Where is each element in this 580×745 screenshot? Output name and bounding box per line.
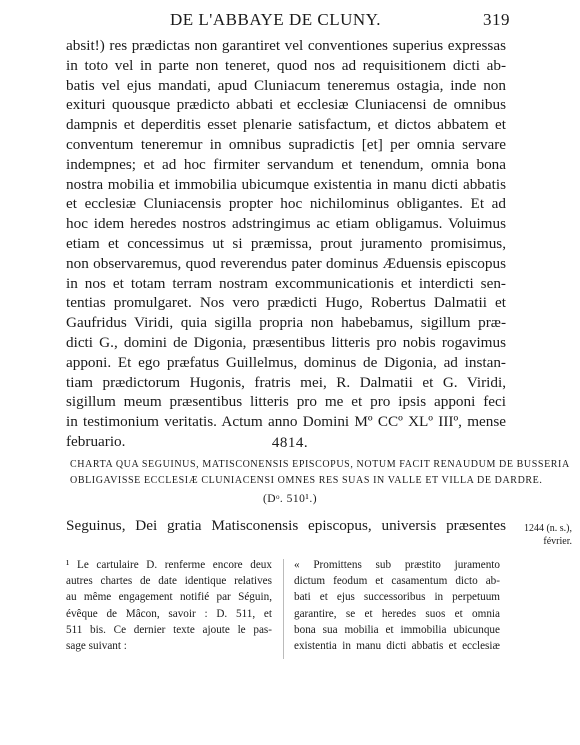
body-line: februario. [66,432,126,450]
footnote-line: dictum feodum et casamentum dicto ab- [294,575,500,588]
body-line: in testimonium veritatis. Actum anno Domini Mº CCº XLº IIIº, mense [66,413,506,431]
body-line: et ecclesiæ Cluniacensis propter hoc nichilominus obligantes. Et ad [66,195,506,213]
footnote-line: garantire, se et heredes suos et omnia [294,607,500,620]
body-line: batis vel ejus mandati, apud Cluniacum teneremus ostagia, inde non [66,76,506,94]
charter-number: 4814. [271,435,309,451]
body-line: in nos et totam terram nostram excommunicationis et interdicti sen- [66,274,506,292]
body-line: dicti G., domini de Digonia, præsentibus litteris pro nobis rogavimus [66,333,506,351]
footnote-column-right [294,557,500,654]
footnote-line: existentia in manu dicti abbatis et ecclesiæ [294,640,500,653]
body-line: conventum teneremur in omnibus supradictis [et] per omnia servare [66,135,506,153]
body-line: sigillum meum præsentibus litteris pro me et pro ipsis apponi feci [66,393,506,411]
body-line: tentias promulgaret. Nos vero prædicti Hugo, Robertus Dalmatii et [66,294,506,312]
body-line: apponi. Et ego præfatus Guillelmus, dominus de Digonia, ad instan- [66,353,506,371]
body-line: dampnis et deperditis esset plenarie satisfactum, et dictos abbatem et [66,116,506,134]
page-number: 319 [483,10,510,29]
footnotes [66,557,506,707]
rubric-line: CHARTA QUA SEGUINUS, MATISCONENSIS EPISCOPUS, NOTUM FACIT RENAUDUM DE BUSSERIA [70,459,570,470]
body-line: exituri quousque prædicto abbati et ecclesiæ Cluniacensi de omnibus [66,96,506,114]
running-head [150,10,510,34]
footnote-line: autres chartes de date identique relatives [66,575,272,588]
body-line: indempnes; et ad hoc firmiter servandum et tenendum, omnia bona [66,155,506,173]
running-title: DE L'ABBAYE DE CLUNY. [170,10,381,29]
body-line: absit!) res prædictas non garantiret vel conventiones superius expressas [66,37,506,54]
footnote-line: 511 bis. Ce dernier texte ajoute le pas- [66,623,272,636]
body-line: etiam et concessimus ut si præmissa, prout juramento promisimus, [66,234,506,252]
charter-opening-line: Seguinus, Dei gratia Matisconensis episcopus, universis præsentes [66,517,506,534]
footnote-column-left [66,557,272,654]
margin-date [500,522,572,548]
footnote-line: « Promittens sub præstito juramento [294,559,500,571]
source-reference: (Dᵒ. 510¹.) [262,493,318,505]
charter-rubric [70,457,570,489]
body-line: in toto vel in parte non teneret, quod nos ad requisitionem dicti ab- [66,56,506,74]
footnote-line: au même engagement notifié par Séguin, [66,591,272,604]
body-line: hoc idem heredes nostros adstringimus ac etiam obligamus. Voluimus [66,215,506,233]
rubric-line: OBLIGAVISSE ECCLESIÆ CLUNIACENSI OMNES RES SUAS IN VALLE ET VILLA DE DARDRE. [70,475,543,486]
column-divider [283,559,284,659]
body-line: tiam prædictorum Hugonis, fratris mei, R. Dalmatii et G. Viridi, [66,373,506,391]
footnote-line: bati et ejus successoribus in perpetuum [294,591,500,604]
body-line: Gaufridus Viridi, quia sigilla propria non habebamus, sigillum præ- [66,314,506,332]
charter-body-text [66,36,506,452]
body-line: non observaremus, quod reverendus pater dominus Æduensis episcopus [66,254,506,272]
margin-date-month: février. [543,536,572,547]
footnote-line: évêque de Mâcon, savoir : D. 511, et [66,607,272,620]
margin-date-year: 1244 (n. s.), [523,523,572,534]
footnote-line: ¹ Le cartulaire D. renferme encore deux [66,559,272,571]
body-line: nostra mobilia et immobilia ubicumque existentia in manu dicti abbatis [66,175,506,193]
footnote-line: bona sua mobilia et immobilia ubicunque [294,623,500,636]
footnote-line: sage suivant : [66,640,127,653]
